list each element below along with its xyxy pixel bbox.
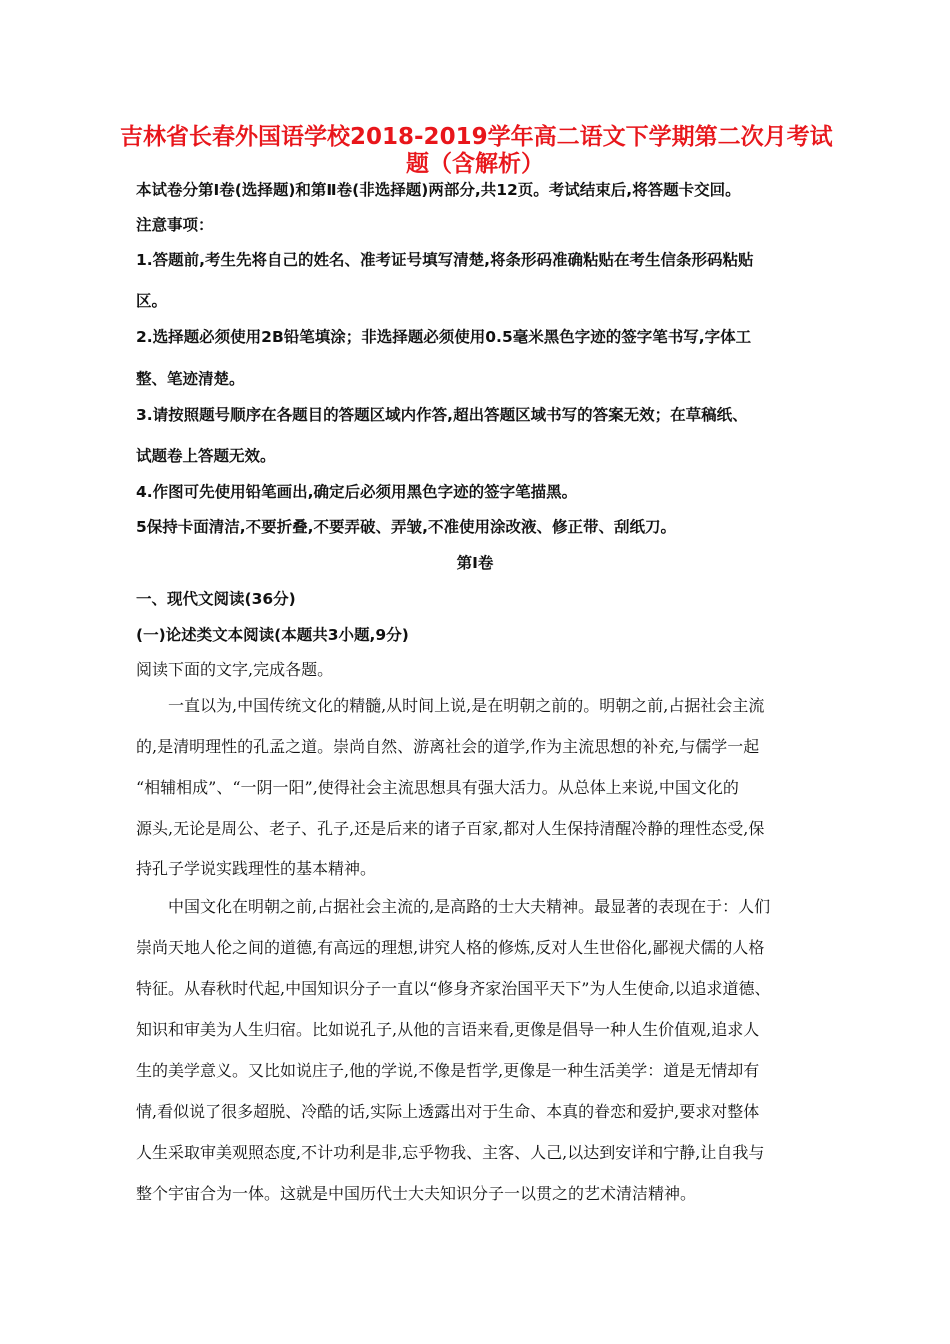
paragraph-line: 一直以为,中国传统文化的精髓,从时间上说,是在明朝之前的。明朝之前,占据社会主流: [168, 696, 765, 715]
document-title-line-2: 题（含解析）: [406, 151, 544, 177]
exam-intro: 本试卷分第Ⅰ卷(选择题)和第Ⅱ卷(非选择题)两部分,共12页。考试结束后,将答题卡交回。: [136, 181, 741, 199]
paragraph-line: 整个宇宙合为一体。这就是中国历代士大夫知识分子一以贯之的艺术清洁精神。: [136, 1184, 697, 1203]
paragraph-line: “相辅相成”、“一阴一阳”,使得社会主流思想具有强大活力。从总体上来说,中国文化的: [136, 778, 739, 797]
paragraph-line: 人生采取审美观照态度,不计功利是非,忘乎物我、主客、人己,以达到安详和宁静,让自我与: [136, 1143, 765, 1162]
notice-item: 区。: [136, 292, 168, 310]
subsection-heading: (一)论述类文本阅读(本题共3小题,9分): [136, 626, 409, 644]
paragraph-line: 源头,无论是周公、老子、孔子,还是后来的诸子百家,都对人生保持清醒冷静的理性态受,保: [136, 819, 765, 838]
section-heading: 一、现代文阅读(36分): [136, 590, 296, 608]
paragraph-line: 生的美学意义。又比如说庄子,他的学说,不像是哲学,更像是一种生活美学：道是无情却有: [136, 1061, 760, 1080]
paragraph-line: 崇尚天地人伦之间的道德,有高远的理想,讲究人格的修炼,反对人生世俗化,鄙视犬儒的人格: [136, 938, 765, 957]
notice-item: 试题卷上答题无效。: [136, 447, 276, 465]
volume-heading: 第Ⅰ卷: [456, 554, 494, 572]
paragraph-line: 情,看似说了很多超脱、冷酷的话,实际上透露出对于生命、本真的眷恋和爱护,要求对整体: [136, 1102, 760, 1121]
notice-item: 5保持卡面清洁,不要折叠,不要弄破、弄皱,不准使用涂改液、修正带、刮纸刀。: [136, 518, 676, 536]
paragraph-line: 的,是清明理性的孔孟之道。崇尚自然、游离社会的道学,作为主流思想的补充,与儒学一起: [136, 737, 760, 756]
notice-item: 1.答题前,考生先将自己的姓名、准考证号填写清楚,将条形码准确粘贴在考生信条形码粘贴: [136, 251, 754, 269]
paragraph-line: 特征。从春秋时代起,中国知识分子一直以“修身齐家治国平天下”为人生使命,以追求道德、: [136, 979, 771, 998]
paragraph-line: 持孔子学说实践理性的基本精神。: [136, 859, 377, 878]
notice-item: 3.请按照题号顺序在各题目的答题区域内作答,超出答题区域书写的答案无效；在草稿纸、: [136, 406, 748, 424]
notice-item: 4.作图可先使用铅笔画出,确定后必须用黑色字迹的签字笔描黑。: [136, 483, 578, 501]
notice-item: 2.选择题必须使用2B铅笔填涂；非选择题必须使用0.5毫米黑色字迹的签字笔书写,字体工: [136, 328, 752, 346]
paragraph-line: 中国文化在明朝之前,占据社会主流的,是高路的士大夫精神。最显著的表现在于：人们: [168, 897, 771, 916]
notice-heading: 注意事项：: [136, 216, 214, 234]
notice-item: 整、笔迹清楚。: [136, 370, 245, 388]
paragraph-line: 知识和审美为人生归宿。比如说孔子,从他的言语来看,更像是倡导一种人生价值观,追求人: [136, 1020, 760, 1039]
reading-instruction: 阅读下面的文字,完成各题。: [136, 660, 334, 679]
document-title-line-1: 吉林省长春外国语学校2018-2019学年高二语文下学期第二次月考试: [120, 124, 833, 150]
